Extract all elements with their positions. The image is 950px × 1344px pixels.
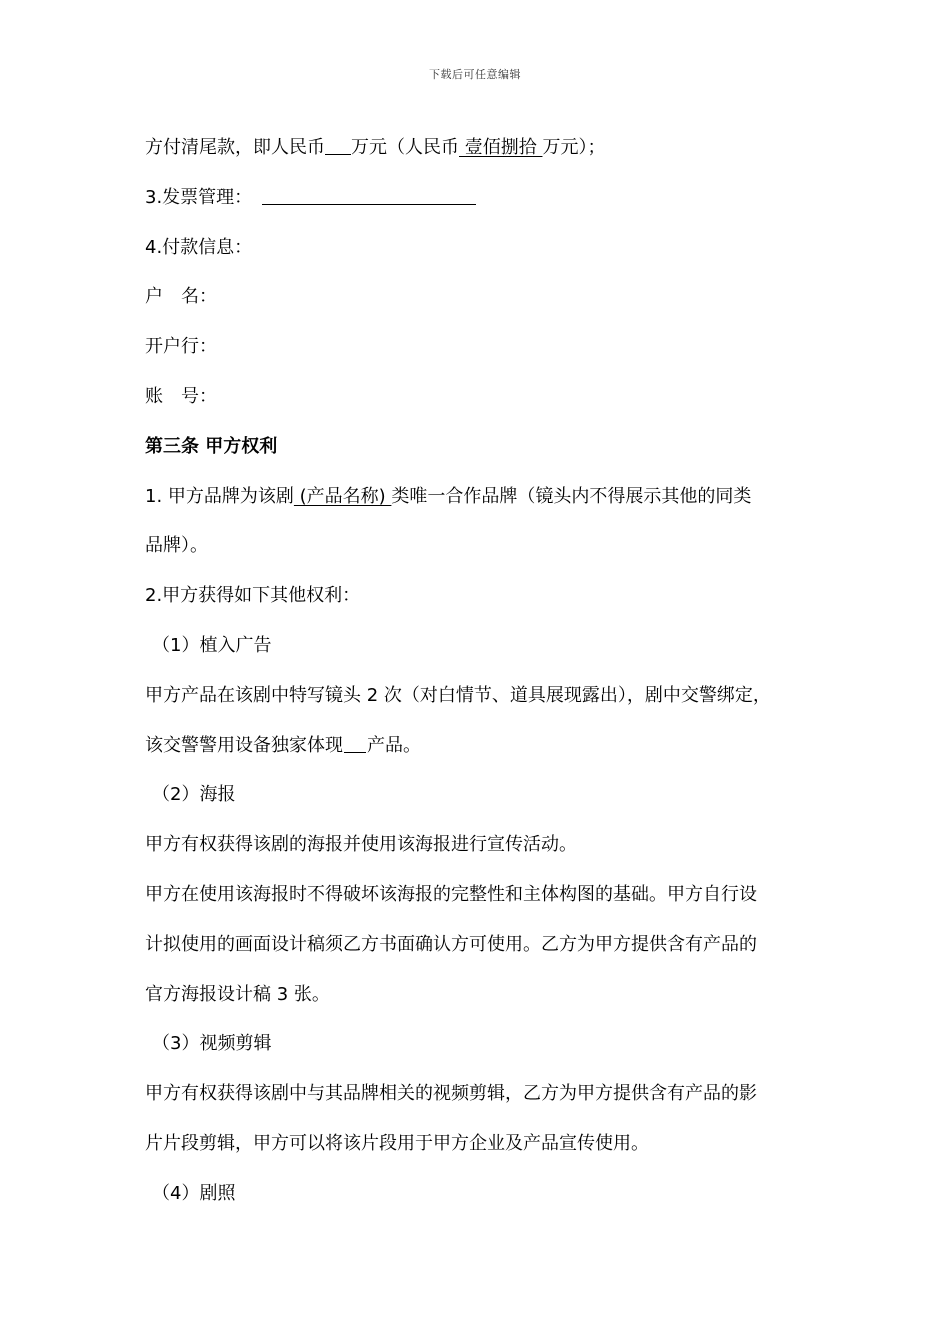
subsection-heading: （3）视频剪辑	[152, 1033, 272, 1055]
paragraph-line: 甲方有权获得该剧中与其品牌相关的视频剪辑，乙方为甲方提供含有产品的影	[145, 1083, 757, 1105]
account-name-line: 户 名：	[145, 286, 217, 308]
paragraph-line: 1. 甲方品牌为该剧 (产品名称) 类唯一合作品牌（镜头内不得展示其他的同类	[145, 485, 752, 507]
invoice-management-line: 3.发票管理：	[145, 181, 825, 231]
paragraph-line: 片片段剪辑，甲方可以将该片段用于甲方企业及产品宣传使用。	[145, 1132, 649, 1154]
product-blank	[344, 734, 366, 753]
paragraph-line: 甲方有权获得该剧的海报并使用该海报进行宣传活动。	[145, 834, 577, 856]
subsection-heading: （2）海报	[152, 784, 236, 806]
paragraph-line: 甲方在使用该海报时不得破坏该海报的完整性和主体构图的基础。甲方自行设	[145, 883, 757, 905]
amount-blank	[325, 136, 351, 155]
paragraph-line: 甲方产品在该剧中特写镜头 2 次（对白情节、道具展现露出），剧中交警绑定，	[145, 684, 771, 706]
account-number-line: 账 号：	[145, 385, 217, 407]
paragraph-line: 计拟使用的画面设计稿须乙方书面确认方可使用。乙方为甲方提供含有产品的	[145, 933, 757, 955]
bank-line: 开户行：	[145, 336, 217, 358]
final-payment-line: 方付清尾款，即人民币 万元（人民币 壹佰捌拾 万元）；	[145, 137, 606, 158]
subsection-heading: （4）剧照	[152, 1182, 236, 1204]
amount-in-words: 壹佰捌拾	[459, 137, 543, 158]
page-header-watermark: 下载后可任意编辑	[429, 68, 521, 81]
paragraph-line: 品牌）。	[145, 535, 208, 557]
paragraph-line: 2.甲方获得如下其他权利：	[145, 585, 361, 607]
paragraph-line: 官方海报设计稿 3 张。	[145, 983, 330, 1005]
product-name-field: (产品名称)	[293, 485, 392, 507]
article-three-heading: 第三条 甲方权利	[145, 435, 278, 457]
subsection-heading: （1）植入广告	[152, 634, 272, 656]
invoice-blank	[262, 186, 476, 205]
payment-info-heading: 4.付款信息：	[145, 236, 253, 258]
document-body	[145, 131, 825, 1227]
paragraph-line: 该交警警用设备独家体现 产品。	[145, 734, 421, 756]
